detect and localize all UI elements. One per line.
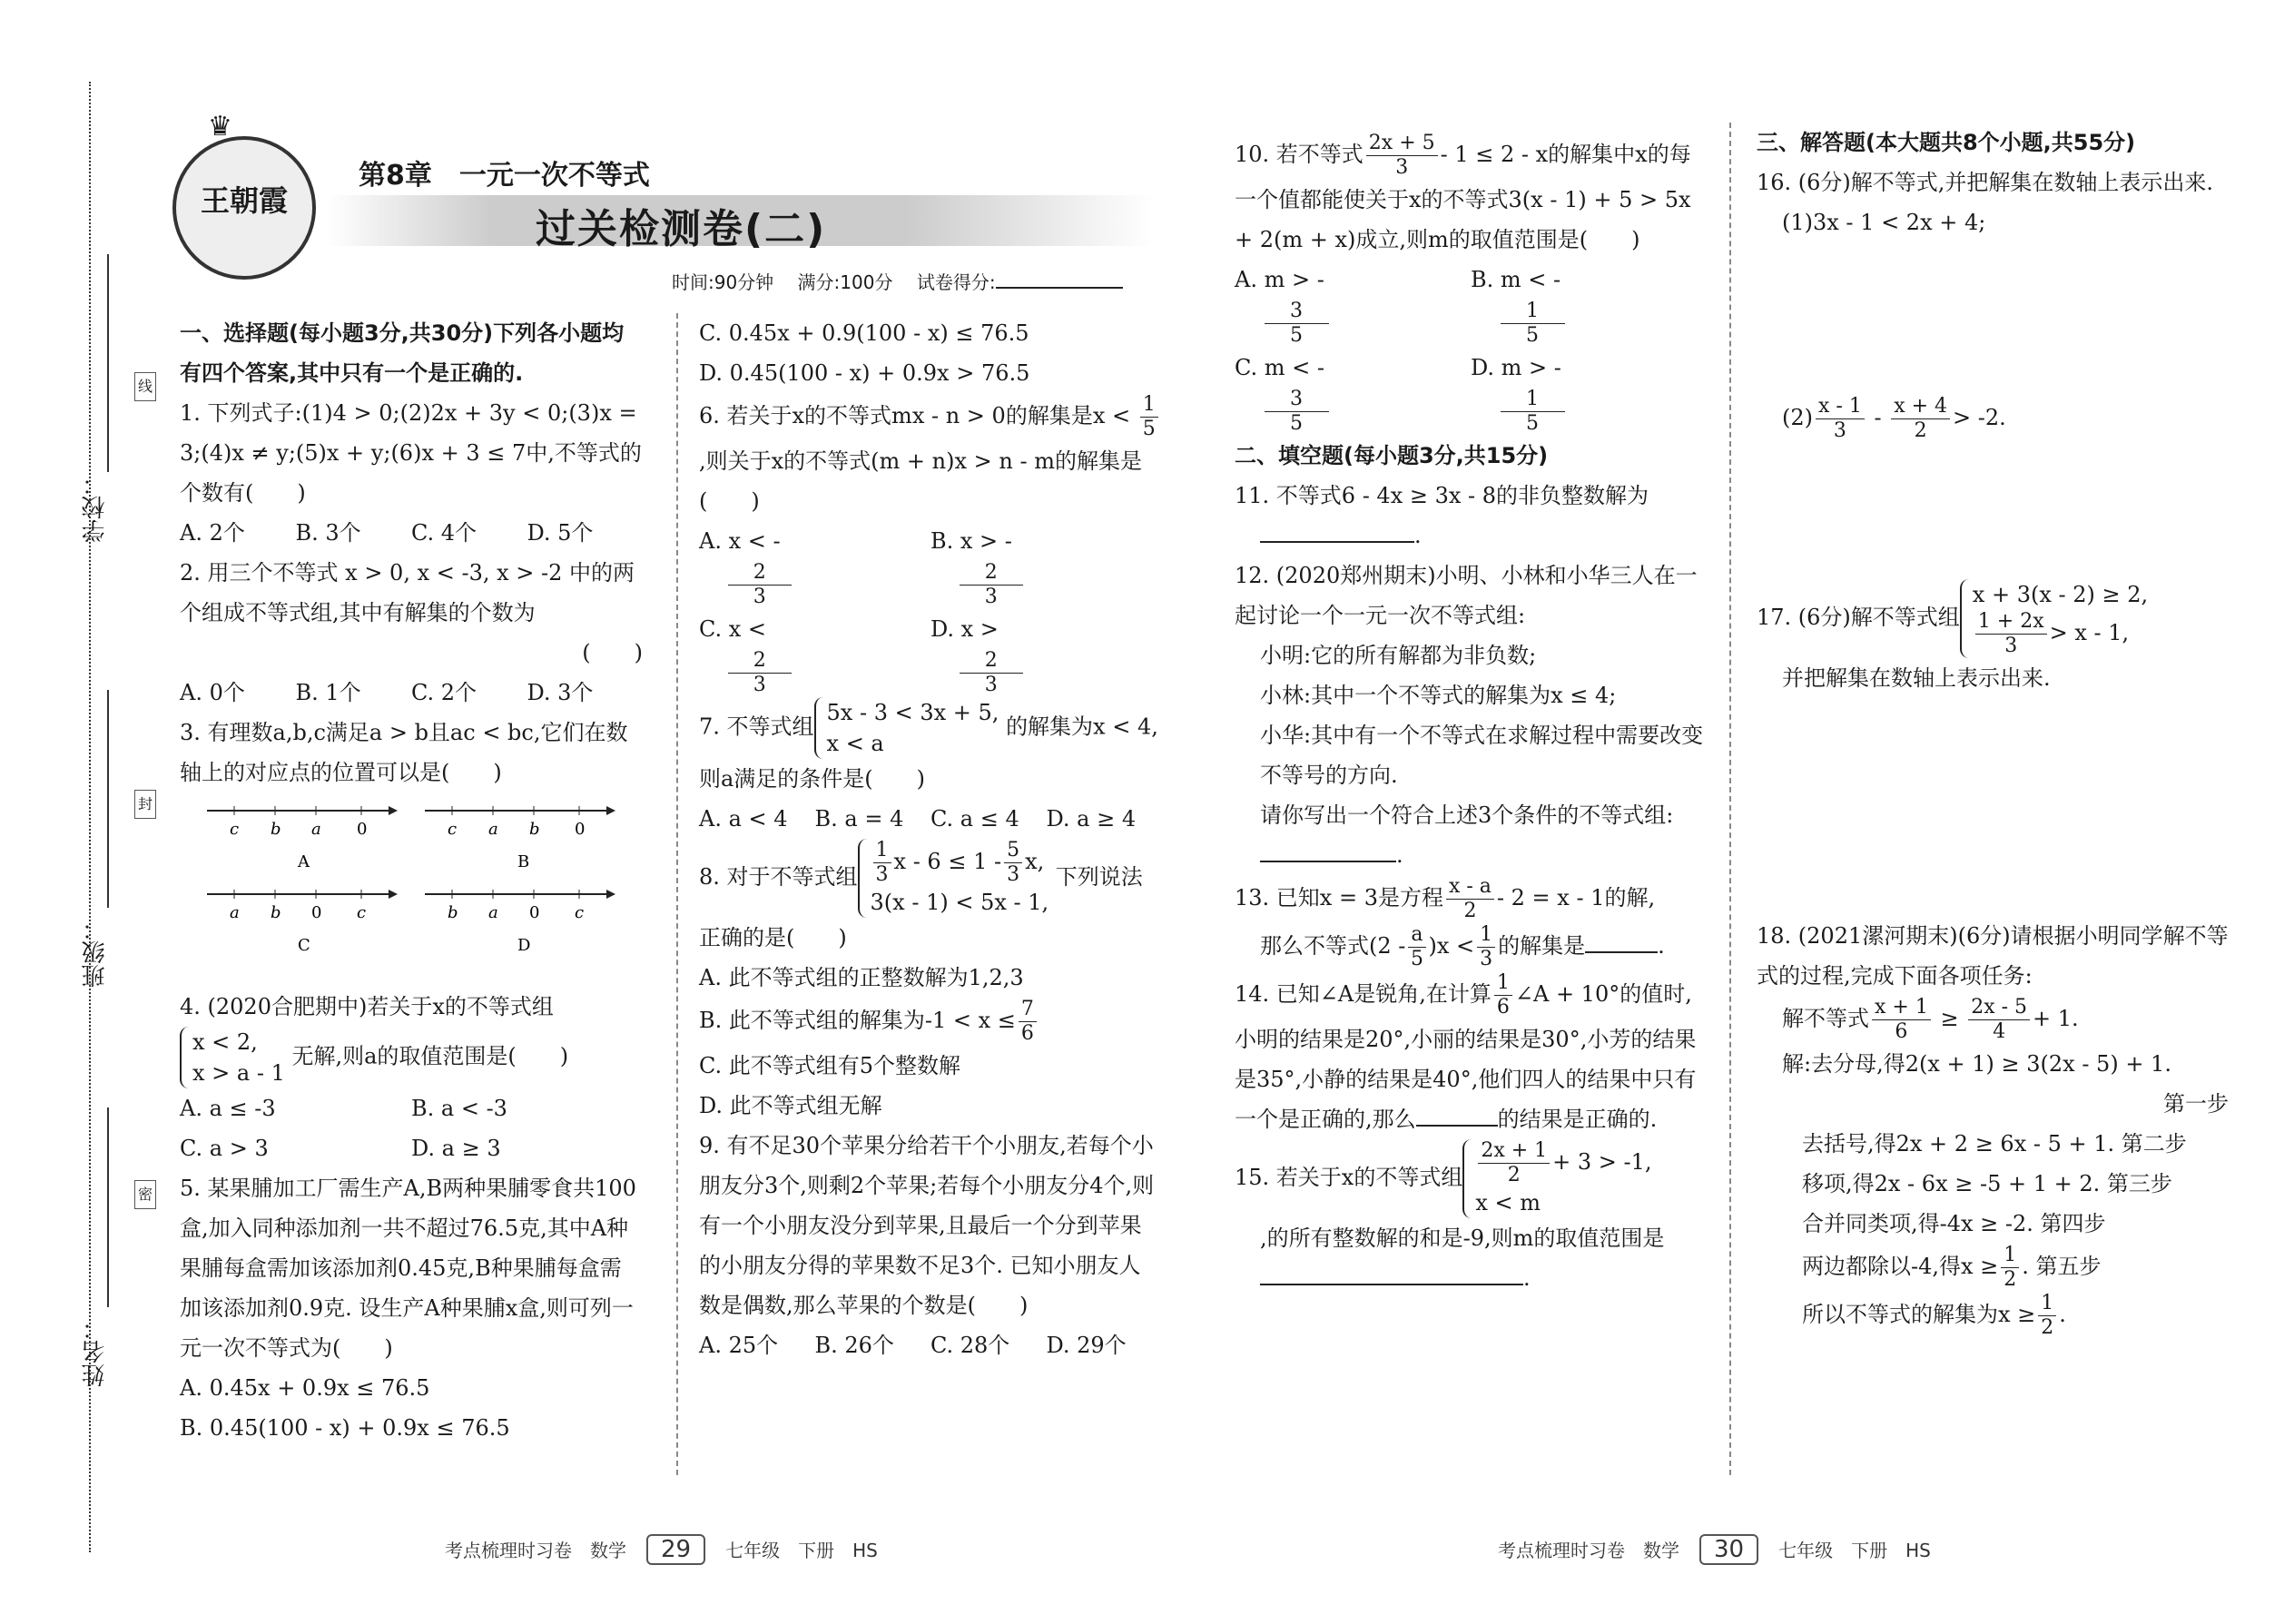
q17-line: 并把解集在数轴上表示出来. xyxy=(1782,665,2051,691)
binder-mark: 线 xyxy=(134,372,156,401)
svg-text:0: 0 xyxy=(357,820,368,839)
q6-options xyxy=(699,521,1162,697)
q15-answer[interactable]: . xyxy=(1235,1258,1707,1298)
q11-answer[interactable]: . xyxy=(1235,516,1707,556)
option[interactable]: A. $m > -\frac{3}{5}$ xyxy=(1235,260,1471,348)
question-12: 12. (2020郑州期末)小明、小林和小华三人在一起讨论一个一元一次不等式组: xyxy=(1235,563,1698,628)
column-divider xyxy=(1729,123,1731,1475)
q13-answer[interactable] xyxy=(1585,928,1658,953)
option[interactable]: C. a ≤ 4 xyxy=(930,806,1019,832)
option[interactable]: B. 3个 xyxy=(295,520,361,546)
option[interactable]: B. 此不等式组的解集为-1 < x ≤ $\frac{7}{6}$ xyxy=(699,998,1162,1046)
q18-step: 解:去分母,得2(x + 1) ≥ 3(2x - 5) + 1. xyxy=(1782,1051,2171,1077)
column-1 xyxy=(180,313,643,1448)
option[interactable]: A. 0.45x + 0.9x ≤ 76.5 xyxy=(180,1375,430,1401)
question-8: 8. 对于不等式组 $\frac{1}{3}$ x - 6 ≤ 1 - $\frac{5}{3}$ x, 3(x - 1) < 5x - 1, 下列说法正确的是( ) xyxy=(699,839,1143,950)
option[interactable]: B. 0.45(100 - x) + 0.9x ≤ 76.5 xyxy=(180,1415,510,1441)
axis-D[interactable] xyxy=(425,890,615,955)
column-3 xyxy=(1235,132,1707,1298)
option[interactable]: B. $m < -\frac{1}{5}$ xyxy=(1471,260,1707,348)
q1-options xyxy=(180,513,643,553)
score-label: 试卷得分: xyxy=(916,271,996,293)
q4-options xyxy=(180,1088,643,1168)
option[interactable]: B. 1个 xyxy=(295,680,361,705)
q17-answer-space[interactable] xyxy=(1757,698,2229,916)
option[interactable]: C. 0.45x + 0.9(100 - x) ≤ 76.5 xyxy=(699,320,1029,346)
question-7: 7. 不等式组 5x - 3 < 3x + 5, x < a 的解集为x < 4,则a满足的条件是( ) xyxy=(699,697,1162,799)
full-score: 满分:100分 xyxy=(797,271,893,293)
page-title: 过关检测卷(二) xyxy=(536,206,827,252)
question-3: 3. 有理数a,b,c满足a > b且ac < bc,它们在数轴上的对应点的位置可以是( ) xyxy=(180,720,628,785)
q18-step-label: 第一步 xyxy=(2163,1091,2229,1117)
option[interactable]: B. a = 4 xyxy=(814,806,904,832)
q16-answer-space-1[interactable] xyxy=(1757,242,2229,395)
option[interactable]: C. 28个 xyxy=(930,1333,1010,1358)
chapter-title: 第8章 一元一次不等式 xyxy=(359,160,650,192)
option[interactable]: D. 0.45(100 - x) + 0.9x > 76.5 xyxy=(699,360,1030,386)
option[interactable]: C. a > 3 xyxy=(180,1136,269,1161)
option[interactable]: A. 25个 xyxy=(699,1333,779,1358)
option[interactable]: D. $x >\frac{2}{3}$ xyxy=(930,609,1162,697)
axis-B[interactable] xyxy=(425,806,615,871)
q12-line: 小华:其中有一个不等式在求解过程中需要改变不等号的方向. xyxy=(1260,723,1704,788)
option[interactable]: B. a < -3 xyxy=(411,1096,507,1121)
option[interactable]: A. 此不等式组的正整数解为1,2,3 xyxy=(699,965,1024,990)
column-2 xyxy=(699,313,1162,1365)
svg-text:c: c xyxy=(448,820,458,839)
question-18: 18. (2021漯河期末)(6分)请根据小明同学解不等式的过程,完成下面各项任务: xyxy=(1757,923,2229,989)
question-14: 14. 已知∠A是锐角,在计算 $\frac{1}{6}$ ∠A + 10°的值时,小明的结果是20°,小丽的结果是30°,小芳的结果是35°,小静的结果是40°,他们四人的结果中只有一个是正确的,那么 的结果是正确的. xyxy=(1235,971,1697,1132)
name-label: 姓名： xyxy=(82,1316,109,1387)
svg-text:c: c xyxy=(230,820,240,839)
class-label: 班级： xyxy=(82,917,109,988)
option[interactable]: A. a < 4 xyxy=(699,806,788,832)
option[interactable]: A. 2个 xyxy=(180,520,245,546)
svg-text:A: A xyxy=(298,852,310,871)
question-1: 1. 下列式子:(1)4 > 0;(2)2x + 3y < 0;(3)x = 3;(4)x ≠ y;(5)x + y;(6)x + 3 ≤ 7中,不等式的个数有( ) xyxy=(180,400,642,506)
option[interactable]: A. a ≤ -3 xyxy=(180,1096,276,1121)
option[interactable]: C. $m < -\frac{3}{5}$ xyxy=(1235,348,1471,436)
section-3-title: 三、解答题(本大题共8个小题,共55分) xyxy=(1757,130,2136,155)
q18-step: 所以不等式的解集为x ≥ $\frac{1}{2}$ . xyxy=(1802,1292,2066,1339)
question-11: 11. 不等式6 - 4x ≥ 3x - 8的非负整数解为 xyxy=(1235,483,1649,508)
crown-icon: ♛ xyxy=(208,111,232,143)
logo-text: 王朝霞 xyxy=(200,183,288,218)
q14-answer[interactable] xyxy=(1416,1101,1498,1127)
question-13: 13. 已知x = 3是方程 $\frac{x - a}{2}$ - 2 = x - 1的解, xyxy=(1235,875,1656,922)
q7-options xyxy=(699,799,1162,839)
q12-line: 小林:其中一个不等式的解集为x ≤ 4; xyxy=(1260,683,1617,708)
option[interactable]: D. 此不等式组无解 xyxy=(699,1093,882,1118)
q16-part-1: (1)3x - 1 < 2x + 4; xyxy=(1782,210,1986,235)
q18-step: 移项,得2x - 6x ≥ -5 + 1 + 2. 第三步 xyxy=(1802,1171,2172,1196)
option[interactable]: D. 5个 xyxy=(527,520,594,546)
option[interactable]: C. 2个 xyxy=(411,680,478,705)
svg-text:a: a xyxy=(488,903,498,922)
svg-text:a: a xyxy=(311,820,321,839)
binder-mark: 密 xyxy=(134,1180,156,1209)
svg-text:c: c xyxy=(575,903,585,922)
footer-right: 考点梳理时习卷 数学 30 七年级 下册 HS xyxy=(1498,1536,1931,1563)
column-divider xyxy=(676,313,678,1475)
option[interactable]: D. a ≥ 4 xyxy=(1046,806,1137,832)
svg-text:b: b xyxy=(529,820,540,839)
q18-step: 合并同类项,得-4x ≥ -2. 第四步 xyxy=(1802,1211,2106,1236)
q15-line: ,的所有整数解的和是-9,则m的取值范围是 xyxy=(1260,1225,1665,1251)
svg-text:C: C xyxy=(298,936,310,955)
question-2: 2. 用三个不等式 x > 0, x < -3, x > -2 中的两个组成不等式组,其中有解集的个数为 xyxy=(180,560,635,625)
q2-paren: ( ) xyxy=(582,640,643,665)
option[interactable]: A. 0个 xyxy=(180,680,245,705)
q18-problem: 解不等式 $\frac{x + 1}{6}$ ≥ $\frac{2x - 5}{4}$ + 1. xyxy=(1782,996,2079,1043)
option[interactable]: D. 29个 xyxy=(1046,1333,1127,1358)
option[interactable]: C. 此不等式组有5个整数解 xyxy=(699,1053,961,1078)
class-field[interactable] xyxy=(107,690,109,908)
page-number: 29 xyxy=(646,1534,705,1565)
svg-text:D: D xyxy=(517,936,531,955)
question-9: 9. 有不足30个苹果分给若干个小朋友,若每个小朋友分3个,则剩2个苹果;若每个小朋友分4个,则有一个小朋友没分到苹果,且最后一个分到苹果的小朋友分得的苹果数不足3个. 已知小朋友人数是偶数,那么苹果的个数是( ) xyxy=(699,1133,1155,1318)
svg-text:0: 0 xyxy=(311,903,322,922)
question-10: 10. 若不等式 $\frac{2x + 5}{3}$ - 1 ≤ 2 - x的解集中x的每一个值都能使关于x的不等式3(x - 1) + 5 > 5x + 2(m + x)成立,则m的取值范围是( ) xyxy=(1235,132,1691,252)
axis-C[interactable] xyxy=(207,890,398,955)
question-15: 15. 若关于x的不等式组 $\frac{2x + 1}{2}$ + 3 > -1, x < m xyxy=(1235,1139,1707,1218)
option[interactable]: B. $x > -\frac{2}{3}$ xyxy=(930,521,1162,609)
column-4 xyxy=(1757,123,2229,1340)
axis-A[interactable] xyxy=(207,806,398,871)
q16-answer-space-2[interactable] xyxy=(1757,443,2229,579)
option[interactable]: A. $x < -\frac{2}{3}$ xyxy=(699,521,930,609)
time-limit: 时间:90分钟 xyxy=(672,271,774,293)
q12-answer[interactable] xyxy=(1260,837,1396,862)
section-1-title: 一、选择题(每小题3分,共30分)下列各小题均有四个答案,其中只有一个是正确的. xyxy=(180,320,625,386)
score-field[interactable] xyxy=(996,263,1123,289)
q2-options xyxy=(180,673,643,713)
option[interactable]: D. a ≥ 3 xyxy=(411,1136,501,1161)
option[interactable]: D. 3个 xyxy=(527,680,594,705)
svg-text:c: c xyxy=(357,903,367,922)
name-field[interactable] xyxy=(107,1107,109,1307)
option[interactable]: C. 4个 xyxy=(411,520,478,546)
q9-options xyxy=(699,1325,1162,1365)
section-2-title: 二、填空题(每小题3分,共15分) xyxy=(1235,443,1549,468)
question-6: 6. 若关于x的不等式mx - n > 0的解集是x < $\frac{1}{5}$ ,则关于x的不等式(m + n)x > n - m的解集是( ) xyxy=(699,393,1162,521)
question-17: 17. (6分)解不等式组 x + 3(x - 2) ≥ 2, $\frac{1 + 2x}{3}$ > x - 1, xyxy=(1757,579,2229,658)
q12-line: 请你写出一个符合上述3个条件的不等式组:. xyxy=(1260,802,1674,868)
option[interactable]: D. $m > -\frac{1}{5}$ xyxy=(1471,348,1707,436)
school-field[interactable] xyxy=(107,254,109,472)
q16-part-2: (2) $\frac{x - 1}{3}$ - $\frac{x + 4}{2}$ > -2. xyxy=(1782,395,2006,442)
question-16: 16. (6分)解不等式,并把解集在数轴上表示出来. xyxy=(1757,170,2214,195)
question-4: 4. (2020合肥期中)若关于x的不等式组 xyxy=(180,994,554,1019)
q13-line: 那么不等式(2 - $\frac{a}{5}$ )x < $\frac{1}{3}$ 的解集是 . xyxy=(1260,923,1665,970)
q10-options xyxy=(1235,260,1707,436)
question-5: 5. 某果脯加工厂需生产A,B两种果脯零食共100盒,加入同种添加剂一共不超过76.5克,其中A种果脯每盒需加该添加剂0.45克,B种果脯每盒需加该添加剂0.9克. 设生产A种果脯x盒,则可列一元一次不等式为( ) xyxy=(180,1176,636,1361)
svg-text:b: b xyxy=(448,903,458,922)
q18-step: 去括号,得2x + 2 ≥ 6x - 5 + 1. 第二步 xyxy=(1802,1131,2187,1156)
option[interactable]: B. 26个 xyxy=(814,1333,894,1358)
logo xyxy=(172,111,316,280)
q4-system: x < 2, x > a - 1 无解,则a的取值范围是( ) xyxy=(180,1027,643,1088)
svg-text:b: b xyxy=(271,820,281,839)
number-lines xyxy=(180,792,643,974)
school-label: 学校： xyxy=(82,472,109,543)
svg-text:0: 0 xyxy=(575,820,586,839)
svg-text:a: a xyxy=(488,820,498,839)
svg-text:b: b xyxy=(271,903,281,922)
page-number: 30 xyxy=(1699,1534,1758,1565)
footer-left: 考点梳理时习卷 数学 29 七年级 下册 HS xyxy=(445,1536,878,1563)
svg-text:B: B xyxy=(517,852,530,871)
svg-text:a: a xyxy=(230,903,240,922)
q18-step: 两边都除以-4,得x ≥ $\frac{1}{2}$ . 第五步 xyxy=(1802,1244,2102,1291)
svg-text:0: 0 xyxy=(529,903,540,922)
option[interactable]: C. $x <\frac{2}{3}$ xyxy=(699,609,930,697)
q12-line: 小明:它的所有解都为非负数; xyxy=(1260,643,1537,668)
binder-mark: 封 xyxy=(134,790,156,819)
